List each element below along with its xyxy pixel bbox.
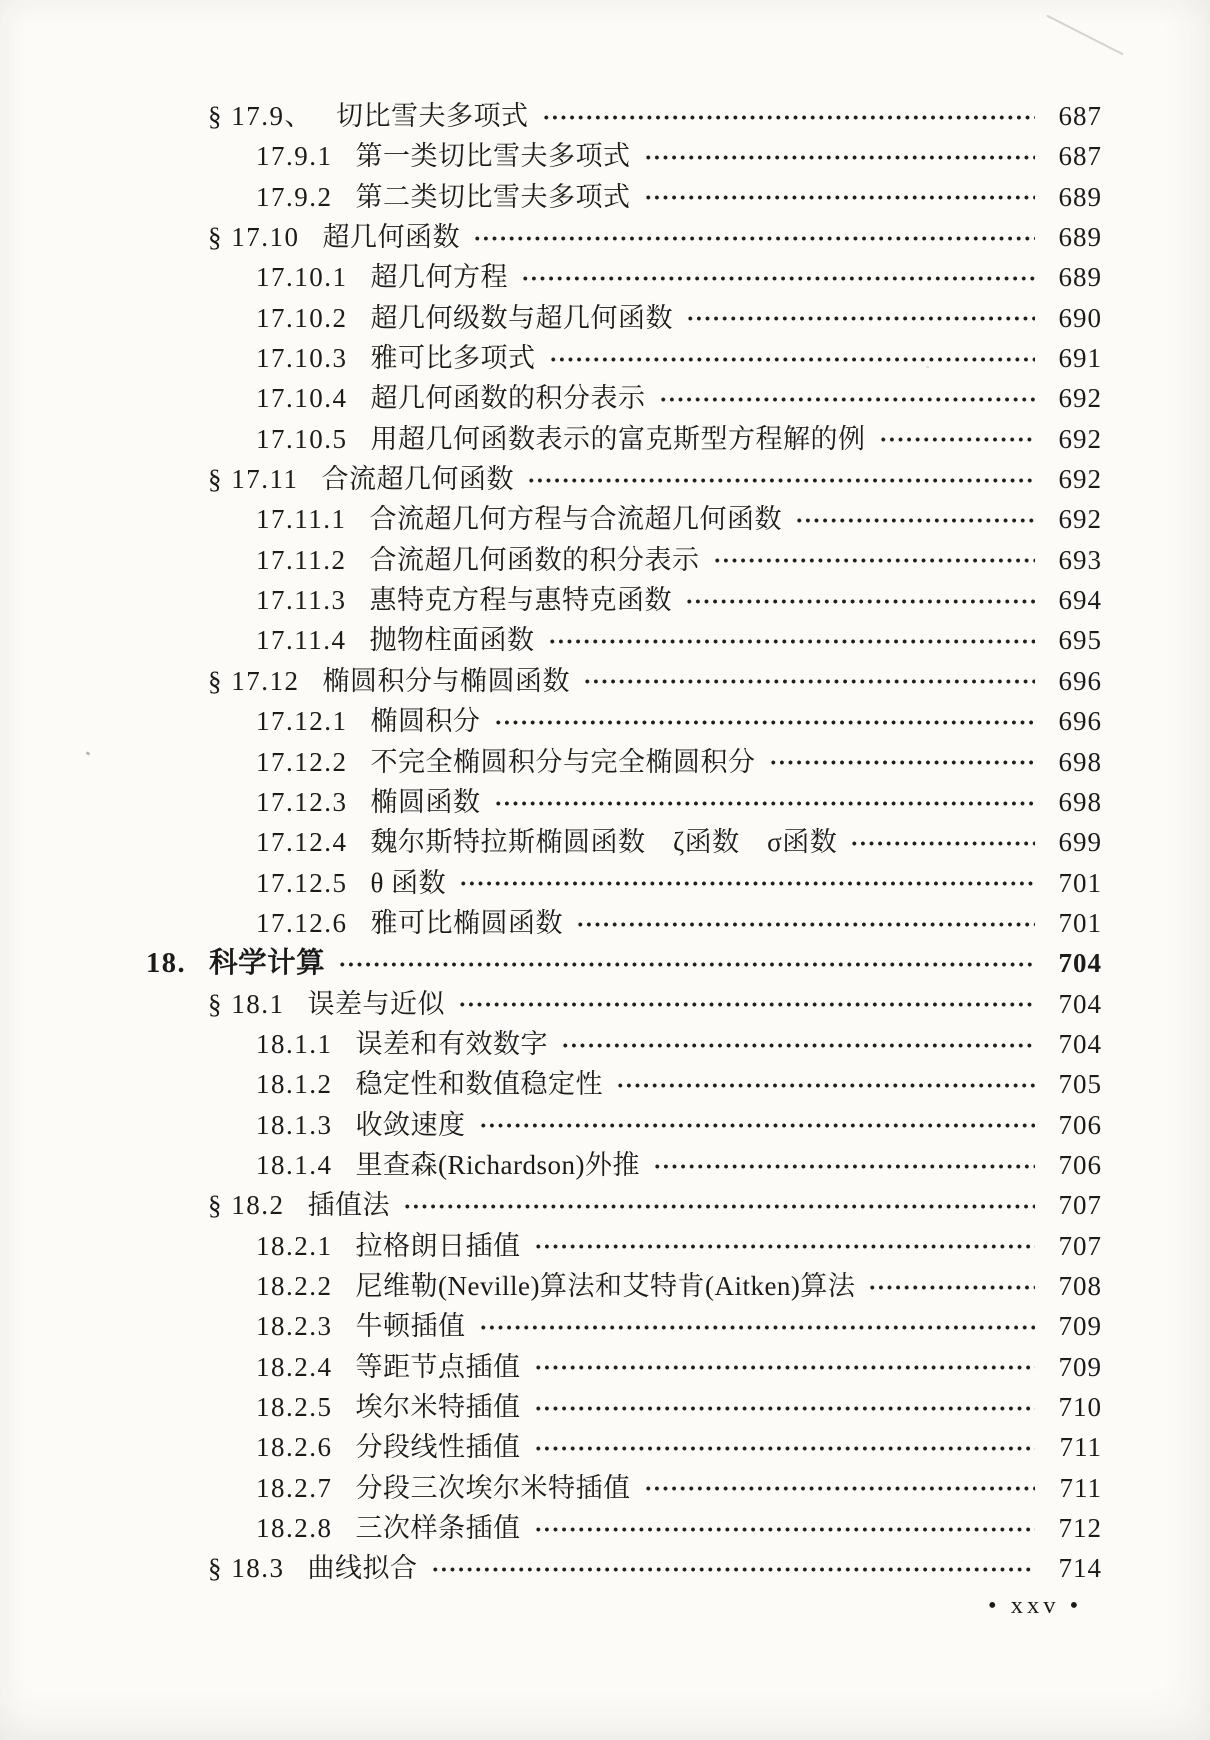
toc-entry	[0, 1024, 1210, 1064]
toc-entry	[0, 620, 1210, 660]
dot-leader	[581, 677, 1035, 686]
entry-page-number: 710	[1058, 1392, 1102, 1422]
dot-leader	[336, 960, 1035, 969]
entry-number: 17.11.4	[256, 625, 347, 656]
toc-entry	[0, 863, 1210, 903]
entry-page-number: 709	[1058, 1311, 1102, 1342]
entry-title: 魏尔斯特拉斯椭圆函数 ζ函数 σ函数	[370, 827, 838, 858]
dot-leader	[866, 1283, 1035, 1292]
entry-number: 18.2.5	[256, 1392, 333, 1422]
entry-title: 惠特克方程与惠特克函数	[369, 585, 672, 616]
entry-title: 椭圆积分与椭圆函数	[322, 665, 570, 696]
entry-page-number: 689	[1058, 181, 1102, 212]
entry-page-number: 687	[1058, 141, 1102, 172]
entry-page-number: 687	[1058, 101, 1102, 131]
entry-number: 17.12.1	[256, 706, 348, 737]
dot-leader	[793, 516, 1035, 525]
toc-entry	[0, 903, 1210, 943]
entry-title: 分段三次埃尔米特插值	[355, 1472, 631, 1503]
entry-number: 17.12.4	[256, 827, 348, 858]
entry-page-number: 714	[1058, 1553, 1102, 1584]
entry-number: 17.9.1	[256, 141, 333, 172]
entry-page-number: 695	[1058, 625, 1102, 656]
toc-entry	[0, 1064, 1210, 1104]
toc-entry	[0, 298, 1210, 338]
entry-page-number: 701	[1058, 907, 1102, 938]
toc-entry	[0, 1508, 1210, 1548]
entry-title: 合流超几何方程与合流超几何函数	[369, 504, 782, 535]
dot-leader	[711, 556, 1036, 565]
dot-leader	[767, 758, 1036, 767]
toc-entry	[0, 177, 1210, 217]
entry-number: 18.1.1	[256, 1028, 333, 1059]
entry-page-number: 704	[1058, 1028, 1102, 1059]
dot-leader	[684, 314, 1035, 323]
entry-page-number: 711	[1059, 1472, 1102, 1503]
dot-leader	[532, 1363, 1036, 1372]
toc-entry	[0, 459, 1210, 499]
dot-leader	[456, 1000, 1035, 1009]
entry-page-number: 711	[1059, 1432, 1102, 1463]
toc-entry	[0, 96, 1210, 136]
toc-entry	[0, 1226, 1210, 1266]
entry-page-number: 692	[1058, 504, 1102, 535]
dot-leader	[614, 1081, 1035, 1090]
entry-title: 第一类切比雪夫多项式	[355, 141, 631, 172]
dot-leader	[642, 153, 1036, 162]
dot-leader	[532, 1444, 1036, 1453]
scan-scratch	[1046, 15, 1124, 56]
toc-entry	[0, 136, 1210, 176]
dot-leader	[574, 920, 1035, 929]
entry-number: 17.12.3	[256, 786, 348, 817]
entry-title: 曲线拟合	[307, 1553, 418, 1584]
entry-number: 18.	[146, 948, 187, 980]
entry-title: 等距节点插值	[355, 1351, 521, 1382]
entry-number: 18.2.6	[256, 1432, 333, 1463]
toc-entry	[0, 499, 1210, 539]
toc-entry	[0, 1185, 1210, 1225]
entry-page-number: 689	[1058, 262, 1102, 293]
entry-number: 17.12.6	[256, 907, 348, 938]
toc-entry	[0, 580, 1210, 620]
entry-page-number: 698	[1058, 786, 1102, 817]
entry-title: θ 函数	[370, 867, 447, 898]
entry-number: 17.11.1	[256, 504, 347, 535]
entry-title: 插值法	[307, 1190, 390, 1221]
toc-entry	[0, 742, 1210, 782]
entry-number: 17.10.1	[256, 262, 348, 293]
entry-page-number: 689	[1058, 222, 1102, 253]
entry-page-number: 704	[1058, 988, 1102, 1019]
entry-page-number: 696	[1058, 665, 1102, 696]
entry-title: 三次样条插值	[355, 1513, 521, 1544]
entry-title: 牛顿插值	[355, 1311, 466, 1342]
toc-entry	[0, 338, 1210, 378]
toc-entry	[0, 782, 1210, 822]
entry-title: 雅可比椭圆函数	[370, 907, 563, 938]
entry-number: 17.11.3	[256, 585, 347, 616]
entry-title: 椭圆函数	[370, 786, 481, 817]
entry-title: 收敛速度	[355, 1109, 466, 1140]
entry-number: § 17.12	[208, 665, 300, 696]
entry-page-number: 701	[1058, 867, 1102, 898]
toc-entry	[0, 1468, 1210, 1508]
dot-leader	[471, 234, 1035, 243]
entry-page-number: 705	[1058, 1069, 1102, 1100]
toc-entry	[0, 378, 1210, 418]
entry-page-number: 709	[1058, 1351, 1102, 1382]
dot-leader	[559, 1041, 1035, 1050]
entry-number: 18.2.2	[256, 1270, 333, 1301]
footer-page-indicator: • xxv •	[988, 1592, 1083, 1619]
entry-page-number: 708	[1058, 1270, 1102, 1301]
entry-title: 雅可比多项式	[370, 343, 536, 374]
entry-page-number: 696	[1058, 706, 1102, 737]
entry-number: § 17.10	[208, 222, 300, 253]
dot-leader	[683, 597, 1035, 606]
entry-number: 17.12.2	[256, 746, 348, 777]
toc-entry	[0, 217, 1210, 257]
entry-page-number: 692	[1058, 464, 1102, 495]
entry-title: 切比雪夫多项式	[336, 101, 529, 131]
entry-number: 18.2.7	[256, 1472, 333, 1503]
toc-entry	[0, 419, 1210, 459]
entry-number: 17.10.2	[256, 302, 348, 333]
entry-number: 18.2.8	[256, 1513, 333, 1544]
toc-entry	[0, 1105, 1210, 1145]
dot-leader	[540, 113, 1036, 122]
entry-title: 抛物柱面函数	[369, 625, 535, 656]
entry-number: § 17.11	[208, 464, 299, 495]
entry-title: 埃尔米特插值	[355, 1392, 521, 1422]
dot-leader	[532, 1242, 1036, 1251]
entry-number: 18.2.3	[256, 1311, 333, 1342]
entry-page-number: 706	[1058, 1149, 1102, 1180]
entry-page-number: 692	[1058, 383, 1102, 414]
toc-entry	[0, 540, 1210, 580]
entry-number: 17.10.5	[256, 423, 348, 454]
toc-list	[0, 96, 1210, 1589]
entry-title: 合流超几何函数的积分表示	[369, 544, 700, 575]
entry-number: § 18.2	[208, 1190, 285, 1221]
dot-leader	[492, 799, 1036, 808]
entry-number: 18.1.4	[256, 1149, 333, 1180]
dot-leader	[477, 1121, 1036, 1130]
entry-title: 拉格朗日插值	[355, 1230, 521, 1261]
dot-leader	[642, 193, 1036, 202]
dot-leader	[477, 1323, 1036, 1332]
entry-page-number: 691	[1058, 343, 1102, 374]
dot-leader	[401, 1202, 1035, 1211]
dot-leader	[651, 1162, 1035, 1171]
entry-number: § 18.3	[208, 1553, 285, 1584]
dot-leader	[532, 1525, 1036, 1534]
entry-page-number: 704	[1058, 948, 1102, 979]
entry-page-number: 694	[1058, 585, 1102, 616]
toc-entry	[0, 1548, 1210, 1588]
entry-title: 尼维勒(Neville)算法和艾特肯(Aitken)算法	[355, 1270, 856, 1301]
entry-page-number: 707	[1058, 1190, 1102, 1221]
entry-number: 18.1.2	[256, 1069, 333, 1100]
entry-title: 不完全椭圆积分与完全椭圆积分	[370, 746, 756, 777]
entry-title: 合流超几何函数	[321, 464, 514, 495]
entry-number: 18.2.4	[256, 1351, 333, 1382]
entry-page-number: 690	[1058, 302, 1102, 333]
dot-leader	[429, 1565, 1036, 1574]
entry-title: 科学计算	[209, 948, 326, 980]
toc-entry	[0, 1387, 1210, 1427]
dot-leader	[848, 839, 1035, 848]
entry-title: 分段线性插值	[355, 1432, 521, 1463]
toc-entry	[0, 984, 1210, 1024]
toc-entry	[0, 701, 1210, 741]
dot-leader	[877, 435, 1036, 444]
toc-entry	[0, 943, 1210, 983]
entry-number: 17.10.4	[256, 383, 348, 414]
dot-leader	[547, 355, 1036, 364]
dot-leader	[657, 395, 1036, 404]
entry-number: 17.12.5	[256, 867, 348, 898]
entry-page-number: 707	[1058, 1230, 1102, 1261]
dot-leader	[457, 879, 1035, 888]
entry-page-number: 693	[1058, 544, 1102, 575]
entry-number: 17.10.3	[256, 343, 348, 374]
entry-title: 超几何级数与超几何函数	[370, 302, 673, 333]
entry-title: 误差与近似	[307, 988, 445, 1019]
entry-page-number: 706	[1058, 1109, 1102, 1140]
entry-page-number: 698	[1058, 746, 1102, 777]
entry-title: 用超几何函数表示的富克斯型方程解的例	[370, 423, 866, 454]
entry-title: 里查森(Richardson)外推	[355, 1149, 640, 1180]
toc-entry	[0, 1427, 1210, 1467]
dot-leader	[492, 718, 1036, 727]
entry-number: 17.9.2	[256, 181, 333, 212]
toc-entry	[0, 1306, 1210, 1346]
dot-leader	[546, 637, 1036, 646]
entry-number: § 17.9、	[208, 101, 313, 131]
entry-number: 17.11.2	[256, 544, 347, 575]
entry-title: 超几何函数	[322, 222, 460, 253]
entry-page-number: 699	[1058, 827, 1102, 858]
dot-leader	[532, 1404, 1036, 1413]
toc-entry	[0, 661, 1210, 701]
dot-leader	[519, 274, 1035, 283]
entry-title: 椭圆积分	[370, 706, 481, 737]
entry-page-number: 692	[1058, 423, 1102, 454]
toc-entry	[0, 257, 1210, 297]
entry-number: § 18.1	[208, 988, 285, 1019]
toc-entry	[0, 1347, 1210, 1387]
toc-entry	[0, 822, 1210, 862]
dot-leader	[642, 1484, 1036, 1493]
dot-leader	[525, 476, 1035, 485]
entry-page-number: 712	[1058, 1513, 1102, 1544]
entry-title: 第二类切比雪夫多项式	[355, 181, 631, 212]
entry-title: 稳定性和数值稳定性	[355, 1069, 603, 1100]
toc-entry	[0, 1266, 1210, 1306]
entry-number: 18.2.1	[256, 1230, 333, 1261]
entry-title: 误差和有效数字	[355, 1028, 548, 1059]
entry-title: 超几何方程	[370, 262, 508, 293]
toc-entry	[0, 1145, 1210, 1185]
entry-title: 超几何函数的积分表示	[370, 383, 646, 414]
entry-number: 18.1.3	[256, 1109, 333, 1140]
